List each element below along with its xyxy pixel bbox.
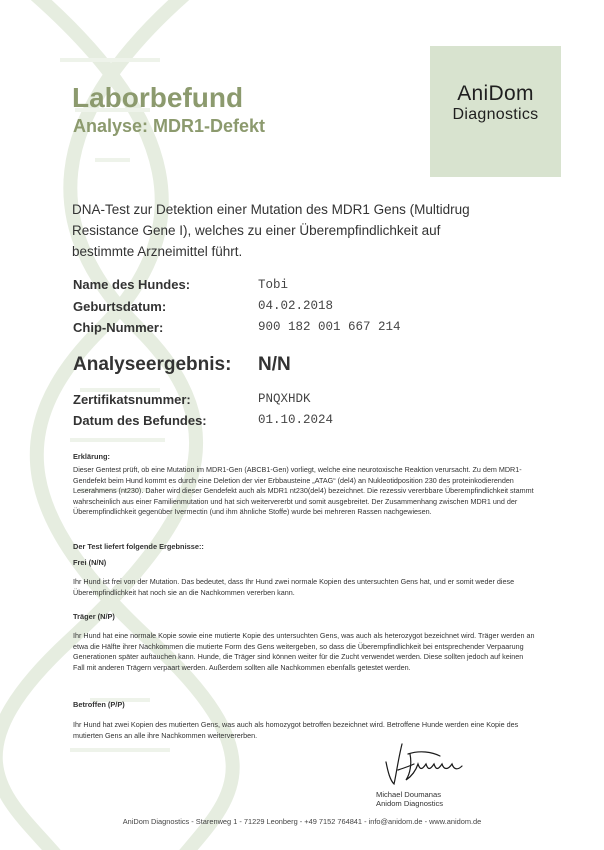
logo-text-line1: AniDom — [457, 82, 534, 105]
signer-name: Michael Doumanas — [376, 790, 441, 799]
free-heading: Frei (N/N) — [73, 558, 107, 567]
report-date-label: Datum des Befundes: — [73, 413, 207, 428]
logo — [430, 46, 561, 177]
chip-number-value: 900 182 001 667 214 — [258, 320, 401, 334]
carrier-heading: Träger (N/P) — [73, 612, 115, 621]
signer-company: Anidom Diagnostics — [376, 799, 444, 808]
affected-text: Ihr Hund hat zwei Kopien des mutierten Gens, was auch als homozygot betroffen bezeichnet wird. Betroffene Hunde werden eine Kopie des mutierten Gens an alle ihre Nachkommen weitervererben. — [73, 720, 519, 740]
certificate-number-label: Zertifikatsnummer: — [73, 392, 191, 407]
intro-paragraph: DNA-Test zur Detektion einer Mutation des MDR1 Gens (Multidrug Resistance Gene I), welches zu einer Überempfindlichkeit auf bestimmte Arzneimittel führt. — [72, 202, 470, 259]
page-subtitle: Analyse: MDR1-Defekt — [73, 116, 266, 136]
analysis-result-label: Analyseergebnis: — [73, 354, 232, 375]
free-text: Ihr Hund ist frei von der Mutation. Das bedeutet, dass Ihr Hund zwei normale Kopien des untersuchten Gens hat, und er somit weder diese Überempfindlichkeit hat noch sie an die Nachkommen vererben kann. — [73, 577, 515, 597]
dog-name-value: Tobi — [258, 278, 289, 292]
results-heading: Der Test liefert folgende Ergebnisse:: — [73, 542, 204, 551]
report-date-value: 01.10.2024 — [258, 413, 334, 427]
carrier-text: Ihr Hund hat eine normale Kopie sowie eine mutierte Kopie des untersuchten Gens, was auch als heterozygot bezeichnet wird. Träger werden an etwa die Hälfte ihrer Nachkommen die mutierte Form des Gens weitergeben, so dass die Überempfindlichkeit bei entsprechender Verpaarung Generationen später auftauchen kann. Hunde, die Träger sind können weiter für die Zucht verwendet werden. Diese sollten jedoch auf keinen Fall mit anderen Trägern verpaart werden. Außerdem sollten alle Nachkommen ebenfalls getestet werden. — [73, 631, 535, 672]
logo-text-line2: Diagnostics — [452, 106, 539, 123]
analysis-result-value: N/N — [258, 354, 291, 375]
birth-date-value: 04.02.2018 — [258, 299, 334, 313]
page-title: Laborbefund — [72, 82, 244, 113]
dog-name-label: Name des Hundes: — [73, 277, 191, 292]
affected-heading: Betroffen (P/P) — [73, 700, 125, 709]
birth-date-label: Geburtsdatum: — [73, 299, 167, 314]
explanation-heading: Erklärung: — [73, 452, 110, 461]
footer-contact: AniDom Diagnostics - Starenweg 1 - 71229 Leonberg - +49 7152 764841 - info@anidom.de - www.anidom.de — [122, 817, 482, 826]
chip-number-label: Chip-Nummer: — [73, 320, 164, 335]
explanation-text: Dieser Gentest prüft, ob eine Mutation im MDR1-Gen (ABCB1-Gen) vorliegt, welche eine neurotoxische Reaktion verursacht. Zu dem MDR1-Gendefekt beim Hund kommt es durch eine Deletion der vier Erbbausteine „ATAG“ (del4) an Nukleotidposition 230 des proteinkodierenden Leserahmens (nt230). Daher wird dieser Gendefekt auch als MDR1 nt230(del4) bezeichnet. Die rezessiv vererbbare Überempfindlichkeit stammt wahrscheinlich aus einer Familienmutation und hat sich weitervererbt und somit ausgebreitet. Der Zusammenhang zwischen MDR1 und der Überempfindlichkeit gegenüber Ivermectin (und ihm ähnliche Stoffe) wurde bei mehreren Rassen nachgewiesen. — [73, 465, 534, 517]
signature-image — [380, 740, 472, 788]
certificate-number-value: PNQXHDK — [258, 392, 311, 406]
